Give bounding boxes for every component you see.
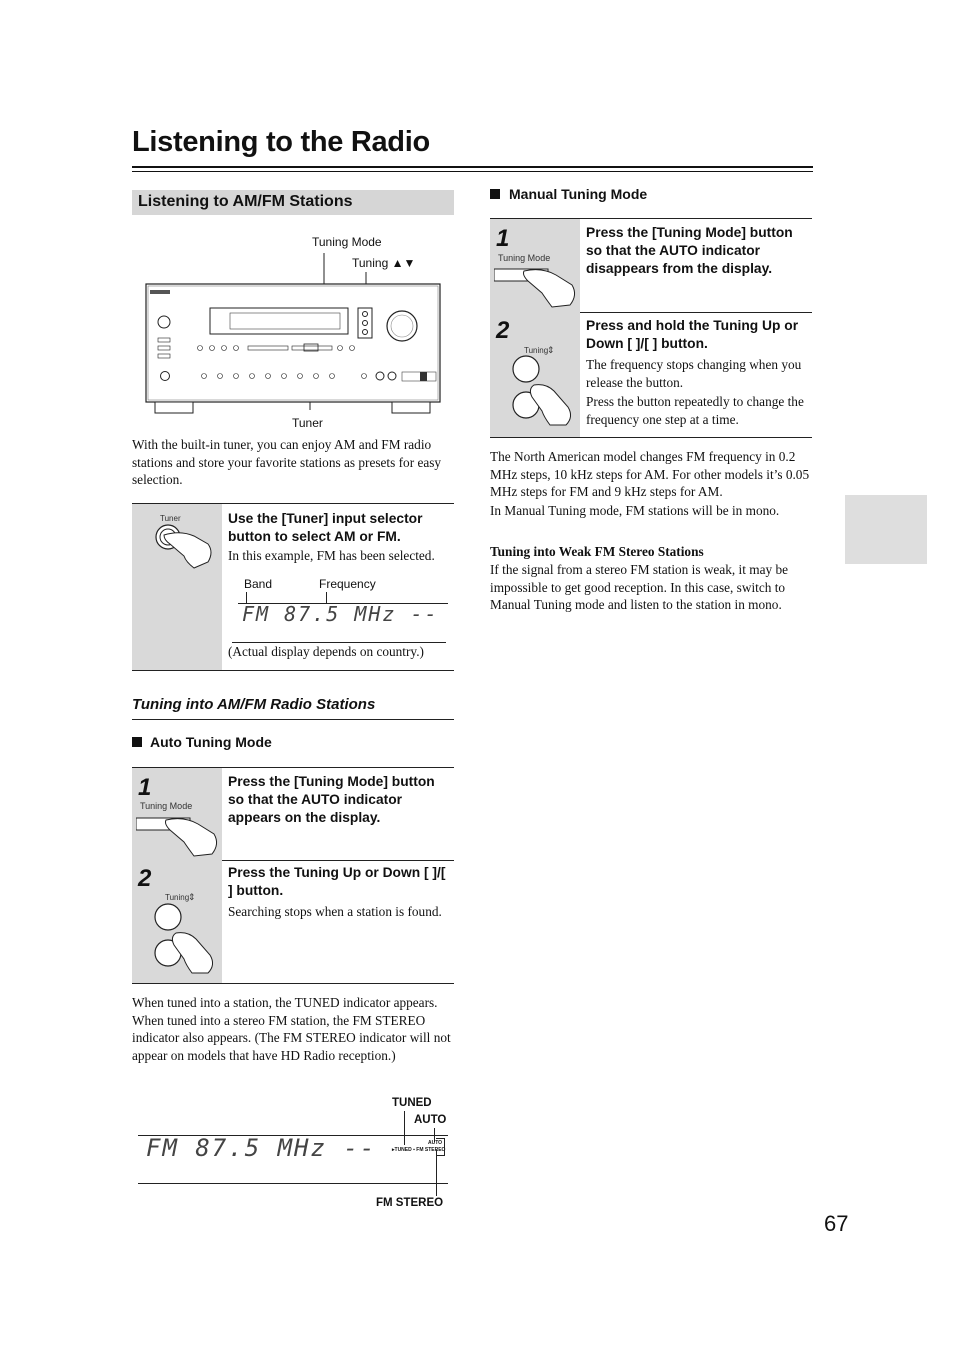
auto-heading-bullet [132,737,142,747]
auto-step-2-number: 2 [138,865,152,892]
auto-tuning-heading: Auto Tuning Mode [150,734,272,750]
auto-step-2-icon-label: Tuning [165,893,190,902]
manual-step-2 [490,311,812,438]
auto-step-1-icon-label: Tuning Mode [140,801,193,811]
manual-step-2-icon-label: Tuning [524,346,549,355]
manual-step-1-image [490,219,580,312]
auto-step-2-text: Searching stops when a station is found. [228,904,442,919]
tuner-button-press-icon [150,522,220,572]
manual-step-1 [490,218,812,313]
tuner-step-text: In this example, FM has been selected. [228,548,435,563]
weak-stations-paragraph: If the signal from a stereo FM station is weak, it may be impossible to get good reception. In this case, switch to Manual Tuning mode and listen to the station in mono. [490,562,789,613]
manual-step-2-text: The frequency stops changing when you release the button. [586,357,802,390]
subheading-rule [132,719,454,720]
tuned-pointer [404,1111,405,1145]
tuner-display: FM 87.5 MHz -- [242,602,439,626]
title-rule-thin [132,171,813,172]
label-auto: AUTO [414,1114,447,1126]
tuner-step-image [132,504,222,670]
frequency-step-paragraph: The North American model changes FM frequency in 0.2 MHz steps, 10 kHz steps for AM. For other models it’s 0.05 MHz steps for FM and 9 kHz steps for AM. [490,449,810,500]
auto-step-1-image [132,768,222,860]
band-label: Band [244,577,273,591]
fmstereo-pointer [436,1150,437,1196]
section-heading: Listening to AM/FM Stations [138,193,353,210]
tuning-updown-icon: ⇕ [188,892,196,902]
manual-tuning-updown-press-icon [506,355,580,427]
manual-step-2-number: 2 [496,317,510,344]
tuner-icon-label: Tuner [160,514,181,523]
auto-step-1-instruction: Press the [Tuning Mode] button so that the AUTO indicator appears on the display. [228,774,435,825]
manual-step-2-image [490,311,580,437]
page-number: 67 [824,1211,849,1236]
side-tab [845,495,927,564]
manual-step-1-number: 1 [496,225,510,252]
manual-tuning-updown-icon: ⇕ [547,345,555,355]
manual-tuning-mode-press-icon [494,263,580,309]
auto-step-2-instruction: Press the Tuning Up or Down [ ]/[ ] button. [228,865,446,898]
tuned-indicator-paragraph: When tuned into a station, the TUNED indicator appears. When tuned into a stereo FM station, the FM STEREO indicator also appears. (The FM STEREO indicator will not appear on models that have HD Radio reception.) [132,995,451,1063]
tuning-mode-button-press-icon [136,812,222,858]
label-tuning: Tuning ▲▼ [352,256,416,270]
auto-step-1-number: 1 [138,774,152,801]
tuning-updown-press-icon [148,903,222,975]
section-heading-bar [132,190,454,215]
manual-heading-bullet [490,189,500,199]
display-note: (Actual display depends on country.) [228,644,424,659]
tuning-subheading: Tuning into AM/FM Radio Stations [132,696,376,713]
auto-step-2 [132,859,454,984]
frequency-label: Frequency [319,577,376,591]
tuner-step-box [132,503,454,671]
mono-paragraph: In Manual Tuning mode, FM stations will be in mono. [490,503,780,518]
label-fm-stereo: FM STEREO [376,1197,444,1209]
title-rule [132,166,813,168]
label-tuning-mode: Tuning Mode [312,235,382,249]
manual-step-2-text2: Press the button repeatedly to change the frequency one step at a time. [586,394,804,427]
manual-step-1-icon-label: Tuning Mode [498,253,551,263]
tiny-tuned-indicator: ▸TUNED ▪ FM STEREO [392,1147,446,1153]
display2-bottom-rule [138,1183,448,1184]
display2-text: FM 87.5 MHz -- [146,1134,377,1162]
intro-paragraph: With the built-in tuner, you can enjoy AM and FM radio stations and store your favorite stations as presets for easy selection. [132,437,442,488]
manual-tuning-heading: Manual Tuning Mode [509,186,648,202]
auto-step-2-image [132,859,222,983]
label-tuned: TUNED [392,1097,432,1109]
weak-stations-heading: Tuning into Weak FM Stereo Stations [490,544,704,559]
tuner-step-instruction: Use the [Tuner] input selector button to select AM or FM. [228,511,423,544]
indicator-bracket [436,1138,445,1156]
label-tuner: Tuner [292,416,323,430]
manual-step-2-instruction: Press and hold the Tuning Up or Down [ ]/[ ] button. [586,318,799,351]
tiny-auto-indicator: AUTO [428,1140,443,1146]
auto-step-1 [132,767,454,861]
receiver-illustration [140,250,450,420]
manual-step-1-instruction: Press the [Tuning Mode] button so that the AUTO indicator disappears from the display. [586,225,793,276]
page-title: Listening to the Radio [132,126,430,158]
